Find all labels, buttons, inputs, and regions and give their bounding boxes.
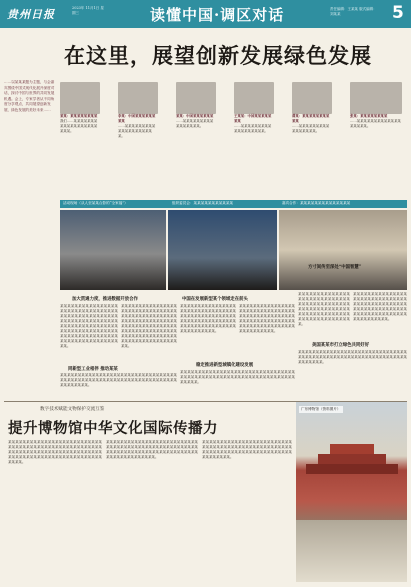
newspaper-logo: 贵州日报	[7, 8, 55, 21]
section-heading: 稳定推进新型城镇化建设发展	[196, 363, 254, 368]
event-photo	[279, 210, 407, 290]
section-heading: 加大贯通力度，推进数据开放合作	[72, 297, 138, 302]
article-column: 某某某某某某某某某某某某某某某某某某某某某某某某某某某某某某某某某某某某某某某某某某某某某某某某某某某某某某某某某某某某某某某某某某某某某某某某某某某某某某某某某某某某某某某某某某。	[239, 304, 295, 333]
photo-caption: 广东博物馆（资料图片）	[301, 407, 341, 411]
speaker-photo	[118, 82, 158, 114]
main-headline: 在这里，展望创新发展绿色发展	[64, 43, 372, 68]
photo-caption: 活动现场（从人至某某合影的“全家福”）	[63, 201, 128, 205]
article-column: 某某某某某某某某某某某某某某某某某某某某某某某某某某某某某某某某某某某某某某某某某某某某某某某某某某某某某某某某某某某某某某某某某某某某某。	[298, 350, 407, 364]
speaker-name: 李某：中国某某某某某某某某	[118, 114, 156, 123]
article-kicker: 数字技术赋能文物保护交流互鉴	[40, 407, 105, 412]
speaker-name: 谭某：某某某某某某某某某某	[292, 114, 330, 123]
article-column: 某某某某某某某某某某某某某某某某某某某某某某某某某某某某某某某某某某某某某某某某某某某某某某某某某某某某某某某某某某某某某某某某某某某某某某某某某某某某某某某某某某某某某。	[298, 292, 350, 326]
speaker-card	[118, 82, 158, 192]
speaker-quote: ……某某某某某某某某某某某某某某某某某某。	[350, 119, 401, 128]
intro-column: ……以某某某题为主题，与会嘉宾围绕中国式现代化展开深度对话，探讨中国与世界的共同发展机遇。会上，专家学者从不同角度分享观点，共同展望创新发展、绿色发展的美好未来……	[4, 80, 55, 112]
issue-date: 2023年 11月1日 星期三	[72, 6, 104, 15]
speaker-photo	[60, 82, 100, 114]
speaker-card	[176, 82, 216, 192]
article-column: 某某某某某某某某某某某某某某某某某某某某某某某某某某某某某某某某某某某某某某某某某某某某某某某某某某某某某某某某某某某某某某某某某某某某某某某某某某某某某某某某某某某。	[202, 440, 292, 459]
article-column: 某某某某某某某某某某某某某某某某某某某某某某某某某某某某某某某某某某某某某某某某某某某某某某某某某某某某某某某某某某某某某某某某某某某某某某某某某某。	[60, 373, 177, 387]
article-column: 某某某某某某某某某某某某某某某某某某某某某某某某某某某某某某某某某某某某某某某某某某某某某某某某某某某某某某某某某某某某某某某某某某某某某某某某某某某某某某某某某某某某某某某某某某某某某某某某某某某某某某某某某某某某某某某某某某某某某某某某某某某某某某某某某某。	[60, 304, 118, 348]
article-column: 某某某某某某某某某某某某某某某某某某某某某某某某某某某某某某某某某某某某某某某某某某某某某某某某某某某某某某某某某某某某某某某某某某某某某某某某某某某某某某某某某某某某某某某某某某某某某某某某某某某某某某某某某某某某。	[8, 440, 102, 464]
speaker-card	[234, 82, 274, 192]
speaker-quote: ……某某某某某某某某某某某某某某某某某某某某。	[118, 124, 156, 138]
page-header	[0, 0, 411, 28]
section-heading: 中国在发展新型某个领域走在前头	[182, 297, 248, 302]
plaza	[296, 520, 407, 582]
speaker-name: 张某：某某某某某某某某	[350, 114, 388, 118]
museum-photo	[296, 402, 407, 582]
article-column: 某某某某某某某某某某某某某某某某某某某某某某某某某某某某某某某某某某某某某某某某某某某某某某某某某某某某某某某某某某某某某某某某某某某某某某某某某某某某某某某某某某某某某某某某某某。	[180, 304, 236, 333]
speaker-name: 某某：某某某某某某某某	[60, 114, 98, 118]
speaker-quote: ……某某某某某某某某某某某某某某某某某某。	[234, 124, 272, 133]
speaker-quote: 我们……某某某某某某某某某某某某某某某某某某某某某。	[60, 119, 98, 133]
event-photo	[60, 210, 166, 290]
event-photo	[168, 210, 277, 290]
photo-caption: 嘉宾合作：某某某某某某某某某某某某某某	[282, 201, 351, 205]
speaker-quote: ……某某某某某某某某某某某某某某某某。	[292, 124, 330, 133]
speaker-card	[350, 82, 402, 192]
speaker-photo	[234, 82, 274, 114]
speaker-name: 王某某：中国某某某某某某某	[234, 114, 272, 123]
article-column: 某某某某某某某某某某某某某某某某某某某某某某某某某某某某某某某某某某某某某某某某某某某某某某某某某某某某某某某某某某某某某某某某某某某某某。	[180, 370, 295, 384]
article-column: 某某某某某某某某某某某某某某某某某某某某某某某某某某某某某某某某某某某某某某某某某某某某某某某某某某某某某某某某某某某某某某某某某某某某某某某某某某某某某某某某某某某某某某某某某某某某。	[106, 440, 198, 459]
pagoda-roof	[306, 464, 398, 474]
section-heading: 美国某某市打立绿色共同好好	[312, 343, 370, 348]
speaker-photo	[176, 82, 216, 114]
speaker-photo	[292, 82, 332, 114]
article-column: 某某某某某某某某某某某某某某某某某某某某某某某某某某某某某某某某某某某某某某某某某某某某某某某某某某某某某某某某某某某某某某某某某某某某某某某某某某某某某某某某某某某某某。	[353, 292, 407, 321]
speaker-name: 某某：中国某某某某某某	[176, 114, 214, 118]
section-title: 读懂中国·调区对话	[150, 6, 285, 24]
article-column: 某某某某某某某某某某某某某某某某某某某某某某某某某某某某某某某某某某某某某某某某某某某某某某某某某某某某某某某某某某某某某某某某某某某某某某某某某某某某某某某某某某某某某某某某某某某某某某某某某某某某某某某某某某某某某某某某某某某某某某某某某某某某某某某某某某。	[121, 304, 177, 348]
article-headline: 提升博物馆中华文化国际传播力	[8, 420, 218, 437]
section-heading: 同新型工业相伴 推动某某	[68, 367, 118, 372]
section-heading: 方寸间传至深处“中国智慧”	[308, 265, 362, 270]
speaker-card	[292, 82, 332, 192]
photo-caption-band	[60, 200, 407, 208]
editors-credit: 责任编辑：王某某 版式编辑：刘某某	[330, 7, 377, 16]
photo-caption: 组织委员会：某某某某某某某某某某某	[172, 201, 234, 205]
page-number: 5	[392, 3, 404, 23]
speaker-quote: ……某某某某某某某某某某某某某某某某。	[176, 119, 214, 128]
speaker-photo	[350, 82, 402, 114]
speaker-card	[60, 82, 100, 192]
